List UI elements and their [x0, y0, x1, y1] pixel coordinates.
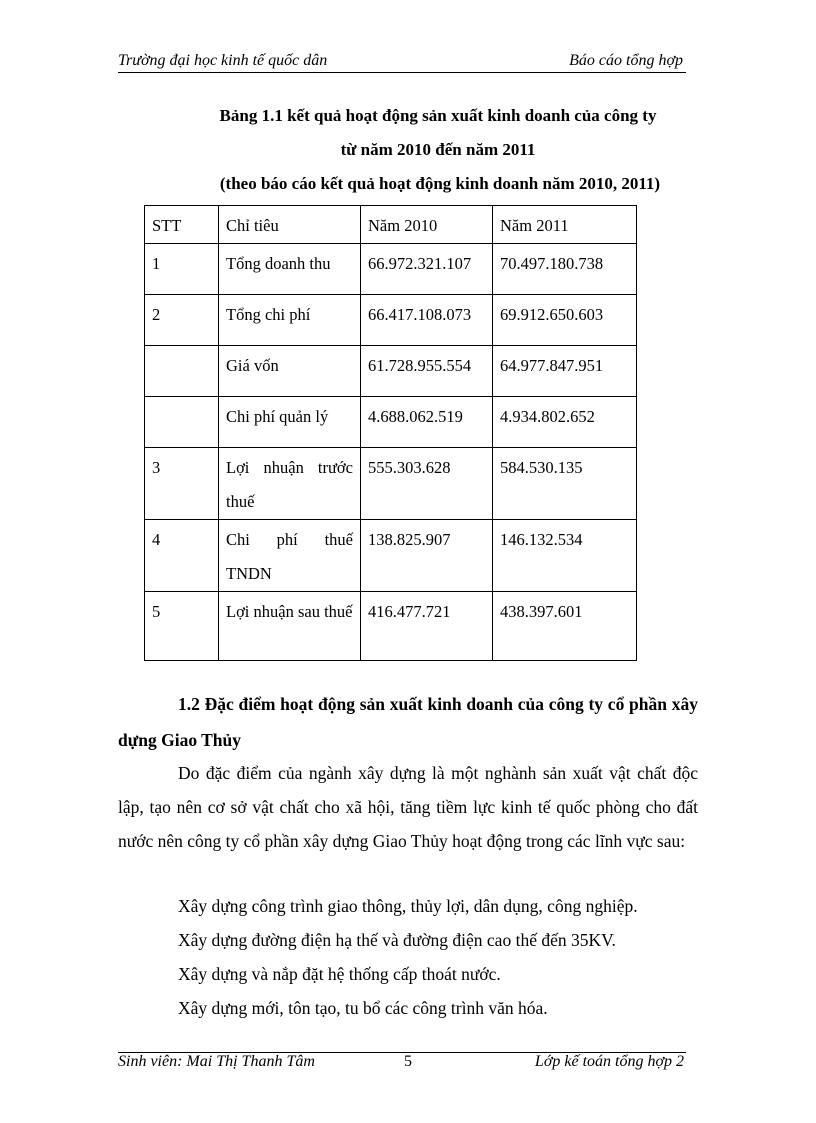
header-cell: STT [145, 206, 219, 244]
table-cell: 2 [145, 295, 219, 346]
header-cell: Chỉ tiêu [219, 206, 361, 244]
results-table [144, 205, 637, 661]
table-cell: 584.530.135 [493, 448, 637, 520]
page-header [118, 52, 686, 73]
table-cell: Lợi nhuận trước thuế [219, 448, 361, 520]
table-cell [145, 346, 219, 397]
table-cell: Giá vốn [219, 346, 361, 397]
table-cell: 146.132.534 [493, 520, 637, 592]
table-cell: 1 [145, 244, 219, 295]
table-cell: Lợi nhuận sau thuế [219, 592, 361, 661]
list-item: Xây dựng và nắp đặt hệ thống cấp thoát nước. [178, 964, 501, 984]
header-school: Trường đại học kinh tế quốc dân [118, 52, 328, 69]
section-paragraph: Do đặc điểm của ngành xây dựng là một nghành sản xuất vật chất độc lập, tạo nên cơ sở vật chất cho xã hội, tăng tiềm lực kinh tế quốc phòng cho đất nước nên công ty cổ phần xây dựng Giao Thủy hoạt động trong các lĩnh vực sau: [118, 763, 698, 851]
table-title-line-2: từ năm 2010 đến năm 2011 [340, 140, 536, 159]
header-report-type: Báo cáo tổng hợp [569, 52, 683, 69]
table-cell: 66.972.321.107 [361, 244, 493, 295]
list-item: Xây dựng đường điện hạ thế và đường điện cao thế đến 35KV. [178, 930, 616, 950]
table-row [145, 346, 637, 397]
table-row [145, 244, 637, 295]
table-header-row [145, 206, 637, 244]
table-cell: 4.934.802.652 [493, 397, 637, 448]
table-cell: 416.477.721 [361, 592, 493, 661]
table-cell: 4 [145, 520, 219, 592]
table-cell [145, 397, 219, 448]
table-cell: 4.688.062.519 [361, 397, 493, 448]
table-cell: 5 [145, 592, 219, 661]
footer-class: Lớp kế toán tổng hợp 2 [534, 1053, 684, 1070]
table-row [145, 397, 637, 448]
table-cell: 438.397.601 [493, 592, 637, 661]
table-cell: 138.825.907 [361, 520, 493, 592]
table-cell: 66.417.108.073 [361, 295, 493, 346]
table-row [145, 448, 637, 520]
list-item: Xây dựng mới, tôn tạo, tu bổ các công trình văn hóa. [178, 998, 548, 1018]
table-title-line-1: Bảng 1.1 kết quả hoạt động sản xuất kinh doanh của công ty [219, 106, 657, 125]
table-cell: 64.977.847.951 [493, 346, 637, 397]
section-heading: 1.2 Đặc điểm hoạt động sản xuất kinh doanh của công ty cổ phần xây dựng Giao Thủy [118, 694, 698, 750]
table-cell: Chi phí quản lý [219, 397, 361, 448]
page-number: 5 [404, 1053, 412, 1070]
footer-student: Sinh viên: Mai Thị Thanh Tâm [118, 1053, 315, 1070]
header-cell: Năm 2010 [361, 206, 493, 244]
table-row [145, 295, 637, 346]
header-cell: Năm 2011 [493, 206, 637, 244]
table-cell: 555.303.628 [361, 448, 493, 520]
table-cell: Chi phí thuế TNDN [219, 520, 361, 592]
table-cell: Tổng chi phí [219, 295, 361, 346]
table-row [145, 592, 637, 661]
table-cell: 69.912.650.603 [493, 295, 637, 346]
page-footer [118, 1052, 686, 1075]
list-item: Xây dựng công trình giao thông, thủy lợi, dân dụng, công nghiệp. [178, 896, 638, 916]
table-title-line-3: (theo báo cáo kết quả hoạt động kinh doanh năm 2010, 2011) [219, 174, 661, 193]
table-cell: 70.497.180.738 [493, 244, 637, 295]
table-cell: 61.728.955.554 [361, 346, 493, 397]
table-row [145, 520, 637, 592]
table-cell: Tổng doanh thu [219, 244, 361, 295]
table-cell: 3 [145, 448, 219, 520]
